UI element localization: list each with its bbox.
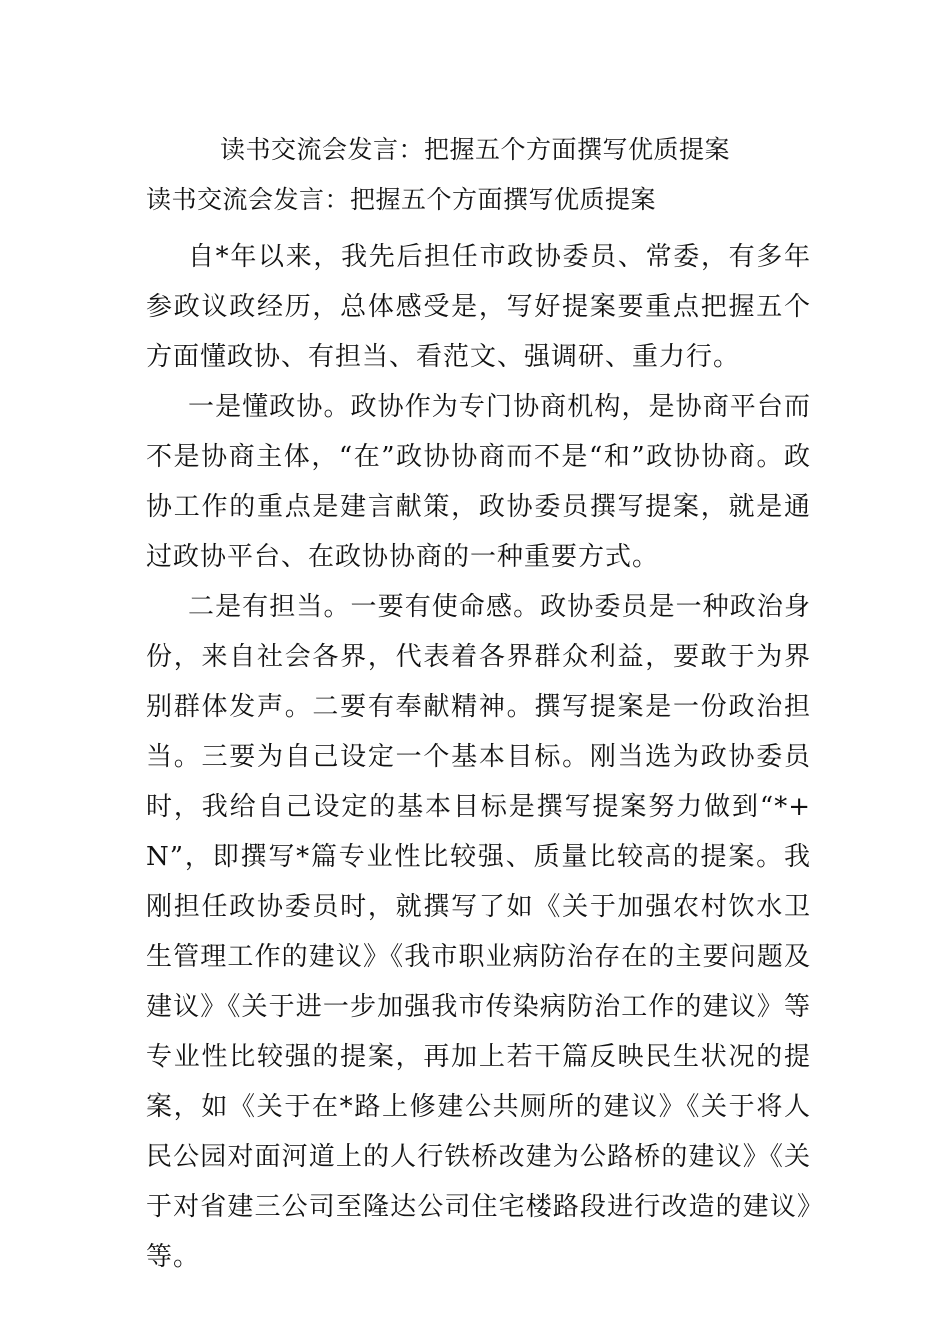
document-subtitle: 读书交流会发言：把握五个方面撰写优质提案 <box>146 185 657 214</box>
document-body <box>146 182 811 1282</box>
paragraph-take-responsibility: 二是有担当。一要有使命感。政协委员是一种政治身份，来自社会各界，代表着各界群众利益，要敢于为界别群体发声。二要有奉献精神。撰写提案是一份政治担当。三要为自己设定一个基本目标。刚当选为政协委员时，我给自己设定的基本目标是撰写提案努力做到“*+N”，即撰写*篇专业性比较强、质量比较高的提案。我刚担任政协委员时，就撰写了如《关于加强农村饮水卫生管理工作的建议》《我市职业病防治存在的主要问题及建议》《关于进一步加强我市传染病防治工作的建议》等专业性比较强的提案，再加上若干篇反映民生状况的提案，如《关于在*路上修建公共厕所的建议》《关于将人民公园对面河道上的人行铁桥改建为公路桥的建议》《关于对省建三公司至隆达公司住宅楼路段进行改造的建议》等。 <box>146 592 811 1272</box>
paragraph-intro: 自*年以来，我先后担任市政协委员、常委，有多年参政议政经历，总体感受是，写好提案要重点把握五个方面懂政协、有担当、看范文、强调研、重力行。 <box>146 242 811 372</box>
paragraph-understand-cppcc: 一是懂政协。政协作为专门协商机构，是协商平台而不是协商主体，“在”政协协商而不是“和”政协协商。政协工作的重点是建言献策，政协委员撰写提案，就是通过政协平台、在政协协商的一种重要方式。 <box>146 392 811 572</box>
document-title: 读书交流会发言：把握五个方面撰写优质提案 <box>219 135 730 164</box>
